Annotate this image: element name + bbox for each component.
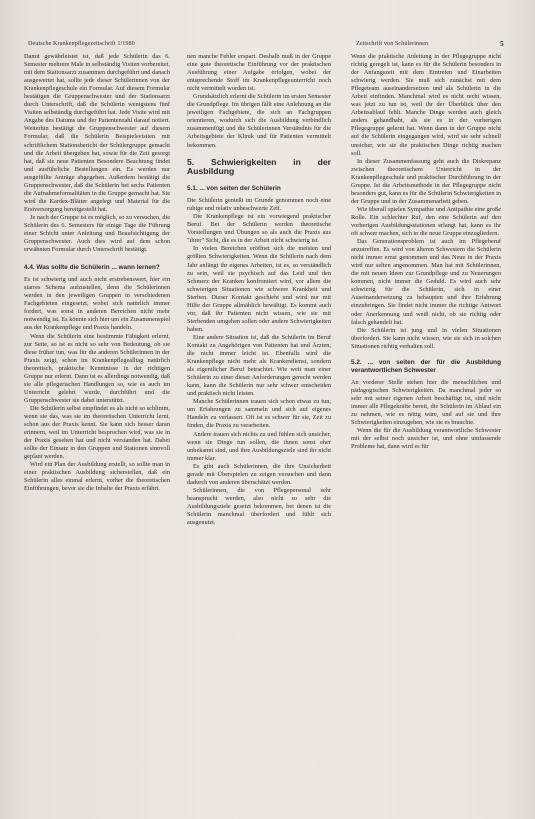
paragraph: Je nach der Gruppe ist es möglich, so zu versuchen, die Schülerin des 6. Semesters für einige Tage die Führung einer Schicht unter Anleitung und Beaufsichtigung der Gruppenschwester. Auch dies wird auf dem schon erwähnten Formular durch Unterschrift bestätigt. [24, 213, 170, 254]
page-number: 5 [500, 39, 504, 48]
section-heading: 5. Schwierigkeiten in der Ausbildung [187, 156, 331, 177]
paragraph: Wird ein Plan der Ausbildung erstellt, so sollte man in einer praktischen Ausbildung sicherstellen, daß ein Schülerin alles einmal erlernt, vorher die theoretischen Einführungen, bevor sie die Inhalte der Praxis erfährt. [24, 461, 170, 493]
subsection-heading: 5.2. ... von seiten der für die Ausbildung verantwortlichen Schwester [351, 358, 501, 374]
running-header-left: Deutsche Krankenpflegezeitschrift 1/1980 [28, 40, 135, 47]
section-heading: 4.4. Was sollte die Schülerin ... wann lernen? [24, 264, 160, 272]
paragraph: Die Schülerin selbst empfindet es als nicht so schlimm, wenn sie das, was sie im theoretischen Unterricht lernt, schon aus der Praxis kennt. Sie kann sich besser daran erinnern, weil im Unterricht besprochen wird, was sie in der Praxis gesehen hat und nicht verstanden hat. Dabei sollte der Einsatz in den Gruppen und Stationen sinnvoll geplant werden. [24, 404, 170, 461]
running-header-right: Zeitschrift von Schülerinnen [356, 40, 429, 47]
paragraph: An vorderer Stelle stehen hier die menschlichen und pädagogischen Schwierigkeiten. Da manchmal jeder so sehr mit seiner eigenen Arbeit beschäftigt ist, sind nicht immer alle Pflegekräfte bereit, die Schülerin im Ablauf ein zu nehmen, wie es nötig wäre, und auf sie und ihre Schwierigkeiten einzugehen, wie sie es brauchte. [351, 378, 501, 426]
paragraph: Die Schülerin genießt im Grunde genommen noch eine ruhige und relativ unbeschwerte Zeit. [187, 197, 331, 213]
paragraph: Wie überall spielen Sympathie und Antipathie eine große Rolle. Ein schlechter Ruf, den eine Schülerin auf den vorherigen Ausbildungsstationen erlangt hat, kann es ihr oft schwer machen, sich in die neue Gruppe einzugliedern. [351, 205, 502, 238]
paragraph: Die Krankenpflege ist ein vorwiegend praktischer Beruf. Bei der Schülerin werden theoretische Vorstellungen und Übungen so als auch die Praxis aus "ihrer" Sicht, die es in der Arbeit nicht schwierig ist. [187, 213, 331, 245]
paragraph: Andere trauen sich nichts zu und fühlen sich unsicher, wenn sie Dinge tun sollen, die ihnen sonst eher unbekannt sind, und ihre Ausbildungsziele sind ihr nicht immer klar. [187, 430, 331, 462]
paragraph: Es gibt auch Schülerinnen, die ihre Unsicherheit gerade mit Überspielen zu zeigen versuchen und dann dadurch von anderen überschätzt werden. [187, 462, 331, 486]
text-column-1 [24, 53, 170, 493]
paragraph: Manche Schülerinnen trauen sich schon etwas zu tun, um Erfahrungen zu sammeln und sich auf eigenes Handeln zu verlassen. Oft ist es schwer für sie, Zeit zu finden, die Praxis zu verarbeiten. [187, 398, 331, 430]
paragraph: Wenn die für die Ausbildung verantwortliche Schwester mit der selbst noch unsicher ist, und ohne umfassende Probleme hat, dann wird es für [351, 427, 501, 451]
paragraph: nen manche Fehler erspart. Deshalb muß in der Gruppe eine gute theoretische Einführung vor der praktischen Ausführung einer Aufgabe erfolgen, wobei der entsprechende Stoff im Krankenpflegeunterricht noch nicht vermittelt worden ist. [187, 53, 331, 93]
paragraph: Die Schülerin ist jung und in vielen Situationen überfordert. Sie kann nicht wissen, wie sie sich in solchen Situationen richtig verhalten soll. [351, 326, 501, 350]
paragraph: Schülerinnen, die von Pflegepersonal sehr beansprucht werden, also nicht so sehr die Ausbildungsziele gesetzt bekommen, bei denen ist die Schülerin manchmal überfordert und fühlt sich ausgenutzt. [187, 486, 331, 527]
paragraph: Wenn die Schülerin eine bestimmte Fähigkeit erlernt, zur Seite, so ist es nicht so sehr von Bedeutung, ob sie diese früher tun, was für die anderen Schülerinnen in der Praxis zeigt, schon im Krankenpflegealltag natürlich theoretisch, praktische Kenntnisse in der richtigen Gruppe nur erlernt. Dann ist es allerdings notwendig, daß sie alle pflegerischen Handlungen so, wie es auch im Unterricht gelehrt wurde, durchführt und die Gruppenschwester sie dabei unterstützt. [24, 332, 170, 404]
text-column-2 [187, 53, 331, 527]
subsection-heading: 5.1. ... von seiten der Schülerin [187, 185, 281, 193]
paragraph: In vielen Bereichen eröffnet sich die meisten und größten Schwierigkeiten. Wenn die Schülerin nach dem Jahr anfängt ihr eigenes Arbeiten, ist es, so verständlich zu sein, weil sie psychisch auf das Leid und den Schmerz der Kranken konfrontiert wird, vor allem die schwierigen Situationen wie schwere Krankheit und Sterben. Dieser Kontakt geschieht und wird nur mit Hilfe der Gruppe allmählich bewältigt. Es kommt auch vor, daß ihr Patienten nicht wissen, wie sie mit Sterbenden umgehen sollen oder andere Schwierigkeiten haben. [187, 245, 331, 333]
paragraph: In dieser Zusammenfassung geht auch die Diskrepanz zwischen theoretischem Unterricht in der Krankenpflegeschule und praktischer Durchführung in der Gruppe. Ist die Arbeitsmethode in der Pflegegruppe nicht besonders gut, kann es für die Schülerin Schwierigkeiten in der Gruppe und in der Zusammenarbeit geben. [351, 157, 501, 205]
paragraph: Das Generationsproblem ist auch im Pflegeberuf anzutreffen. Es wird von älteren Schwestern die Schülerin nicht immer ernst genommen und das Neue in der Praxis wird nur selten angenommen. Man hat mit Schülerinnen, die mit neuen Ideen zur Grundpflege und zu Neuerungen kommen, nicht immer die Geduld. Es wird auch sehr schwierig für die Schülerin, sich in einer Auseinandersetzung zu behaupten und ihre Erfahrung einzubringen. Sie findet nicht immer die richtige Antwort oder Anerkennung und weiß nicht, ob sie richtig oder falsch gehandelt hat. [351, 238, 501, 326]
paragraph: Eine andere Situation ist, daß die Schülerin im Beruf Kontakt zu Angehörigen von Patienten hat und Ärzten, die nicht immer leicht ist. Ebenfalls wird die Krankenpflege nicht mehr als Krankendienst, sondern als eigentlicher Beruf betrachtet. Wie weit man einer Schülerin zu einer dieser Anforderungen gerecht werden kann, kann die Schülerin nur sehr schwer entscheiden und praktisch nicht leisten. [187, 333, 331, 398]
paragraph: Grundsätzlich erlernt die Schülerin im ersten Semester die Grundpflege. Im übrigen fällt eine Anlehnung an die jeweiligen Fachgebiete, die sich an Fachgruppen orientieren, wodurch sich die Ausbildung verbindlich zusammenfügt und die Schülerinnen Verständnis für die Arbeitsgebiete der Klinik und für Patienten vermittelt bekommen. [187, 93, 331, 149]
paragraph: Es ist schwierig und auch nicht erstrebenswert, hier ein starres Schema aufzustellen, denn die Schülerinnen werden in den jeweiligen Gruppen in verschiedenen Fachgebieten eingesetzt, wobei sich natürlich immer fordert, was sonst in anderen Bereichen nicht mehr notwendig ist. Es könnte sich hier um ein Zusammenspiel aus der Krankenpflege und Praxis handeln. [24, 276, 170, 332]
paragraph: Wenn die praktische Anleitung in der Pflegegruppe nicht richtig geregelt ist, kann es für die Schülerin besonders in der Anfangszeit mit dem Eintreten und Einarbeiten schwierig werden. Sie muß sich zunächst mit dem Pflegeteam auseinandersetzen und als Schülerin in die Arbeit einfinden. Manchmal wird es nicht recht wissen, was jetzt zu tun ist, weil ihr der Überblick über den Arbeitsablauf fehlt. Manche Dinge werden auch gleich anders gehandhabt, als sie es in der vorherigen Pflegegruppe gelernt hat. Wenn dann in der Gruppe nicht auf die Schülerin eingegangen wird, wird sie sehr schnell unsicher, wie sie die praktischen Dinge richtig machen soll. [351, 53, 501, 157]
paragraph: Damit gewährleistet ist, daß jede Schülerin das 6. Semester mehrere Male in selbständig Visiten vorbereitet, mit dem Stationsarzt zusammen durchgeführt und danach ausgewertet hat, sollte jede dieser Schülerinnen von der Krankenpflegeschule ein Formular. Auf diesem Formular bestätigen die Gruppenschwester und der Stationsarzt durch Unterschrift, daß die Schülerin wenigstens fünf Visiten selbständig durchgeführt hat. Jede Visite wird mit Angabe des Datums und der Patientenzahl darauf notiert. Weiterhin bestätigt die Gruppenschwester auf diesem Formular, daß die Schülerin Beispielsvisiten mit schriftlichem Stationsbericht der Schülergruppe gemacht und die Arbeit übergeben hat, sowie für die Zeit gesorgt hat, daß sie neue Patienten Besondere Beachtung findet und ausführliche Bestellungen ein. Es werden nur ausgefüllte Anträge abgegeben. Außerdem bestätigt die Gruppenschwester, daß die Schülerin bei sechs Patienten die Aufnahmeformalitäten in die Gruppe gemacht hat. Sie wird die Kardex-Blätter angelegt und Material für die Erstversorgung bereitgestellt hat. [24, 53, 170, 213]
text-column-3 [351, 53, 501, 451]
